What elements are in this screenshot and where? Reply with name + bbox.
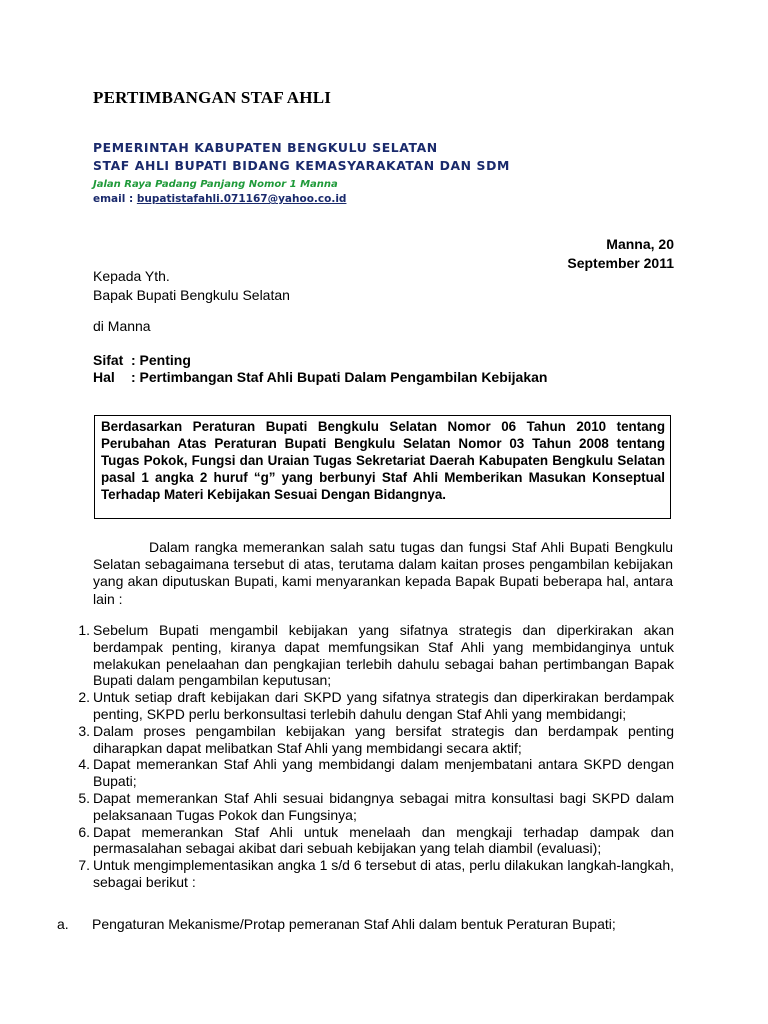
letterhead-address: Jalan Raya Padang Panjang Nomor 1 Manna [93, 179, 338, 190]
list-item-text: Dapat memerankan Staf Ahli sesuai bidangnya sebagai mitra konsultasi bagi SKPD dalam pelaksanaan Tugas Pokok dan Fungsinya; [93, 789, 674, 823]
hal-label: Hal [93, 369, 115, 385]
list-item-number: 1. [78, 622, 90, 638]
list-item [60, 756, 674, 790]
list-item [60, 790, 674, 824]
document-title: PERTIMBANGAN STAF AHLI [93, 88, 332, 107]
letterhead-office: STAF AHLI BUPATI BIDANG KEMASYARAKATAN DAN SDM [93, 158, 510, 173]
list-item-text: Untuk mengimplementasikan angka 1 s/d 6 tersebut di atas, perlu dilakukan langkah-langkah, sebagai berikut : [93, 857, 674, 890]
list-item-number: 7. [78, 857, 90, 874]
list-item-text: Dapat memerankan Staf Ahli untuk menelaah dan mengkaji terhadap dampak dan permasalahan sebagai akibat dari sebuah kebijakan yang telah diambil (evaluasi); [93, 823, 674, 857]
list-item [60, 857, 674, 891]
list-item [60, 824, 674, 858]
recipient-place: di Manna [93, 318, 151, 334]
hal-value: : Pertimbangan Staf Ahli Bupati Dalam Pengambilan Kebijakan [131, 369, 548, 385]
email-label: email : [93, 193, 137, 205]
list-item [60, 723, 674, 757]
hal-row [93, 369, 547, 386]
date-line-2: September 2011 [567, 255, 674, 271]
recipient-name: Bapak Bupati Bengkulu Selatan [93, 287, 290, 303]
sifat-row [93, 352, 547, 369]
list-item-text: Dalam proses pengambilan kebijakan yang bersifat strategis dan berdampak penting diharapkan dapat melibatkan Staf Ahli yang membidangi secara aktif; [93, 722, 674, 756]
list-item-number: 5. [78, 789, 90, 806]
email-link[interactable]: bupatistafahli.071167@yahoo.co.id [136, 193, 347, 205]
legal-basis-box: Berdasarkan Peraturan Bupati Bengkulu Selatan Nomor 06 Tahun 2010 tentang Perubahan Atas Peraturan Bupati Bengkulu Selatan Nomor 03 Tahun 2008 tentang Tugas Pokok, Fungsi dan Uraian Tugas Sekretariat Daerah Kabupaten Bengkulu Selatan pasal 1 angka 2 huruf “g” yang berbunyi Staf Ahli Memberikan Masukan Konseptual Terhadap Materi Kebijakan Sesuai Dengan Bidangnya. [94, 415, 671, 519]
letter-date [567, 235, 674, 273]
recommendation-list [60, 622, 674, 891]
list-item-number: 3. [78, 722, 90, 739]
letterhead-government: PEMERINTAH KABUPATEN BENGKULU SELATAN [93, 140, 438, 155]
letterhead [93, 139, 510, 207]
sifat-label: Sifat [93, 352, 124, 368]
sub-item-label: a. [57, 916, 69, 932]
list-item-text: Sebelum Bupati mengambil kebijakan yang sifatnya strategis dan diperkirakan akan berdampak penting, kiranya dapat memfungsikan Staf Ahli yang membidanginya untuk melakukan penelaahan dan pengkajian terlebih dahulu sebagai bahan pertimbangan Bapak Bupati dalam pengambilan keputusan; [93, 622, 674, 689]
list-item-number: 4. [78, 756, 90, 773]
recipient-salutation: Kepada Yth. [93, 268, 170, 284]
sifat-value: : Penting [131, 352, 191, 368]
date-line-1: Manna, 20 [606, 236, 674, 252]
list-item-number: 6. [78, 823, 90, 840]
list-item [60, 622, 674, 689]
list-item-number: 2. [78, 689, 90, 706]
subject-block [93, 352, 547, 386]
sub-item-a [57, 916, 616, 932]
list-item-text: Dapat memerankan Staf Ahli yang membidangi dalam menjembatani antara SKPD dengan Bupati; [93, 756, 674, 790]
list-item-text: Untuk setiap draft kebijakan dari SKPD yang sifatnya strategis dan diperkirakan berdampak penting, SKPD perlu berkonsultasi terlebih dahulu dengan Staf Ahli yang membidangi; [93, 689, 674, 722]
letterhead-email-line [93, 192, 510, 207]
recipient-block [93, 267, 290, 305]
list-item [60, 689, 674, 723]
sub-item-text: Pengaturan Mekanisme/Protap pemeranan Staf Ahli dalam bentuk Peraturan Bupati; [92, 916, 616, 932]
intro-paragraph: Dalam rangka memerankan salah satu tugas dan fungsi Staf Ahli Bupati Bengkulu Selatan sebagaimana tersebut di atas, terutama dalam kaitan proses pengambilan kebijakan yang akan diputuskan Bupati, kami menyarankan kepada Bapak Bupati beberapa hal, antara lain : [93, 539, 673, 607]
